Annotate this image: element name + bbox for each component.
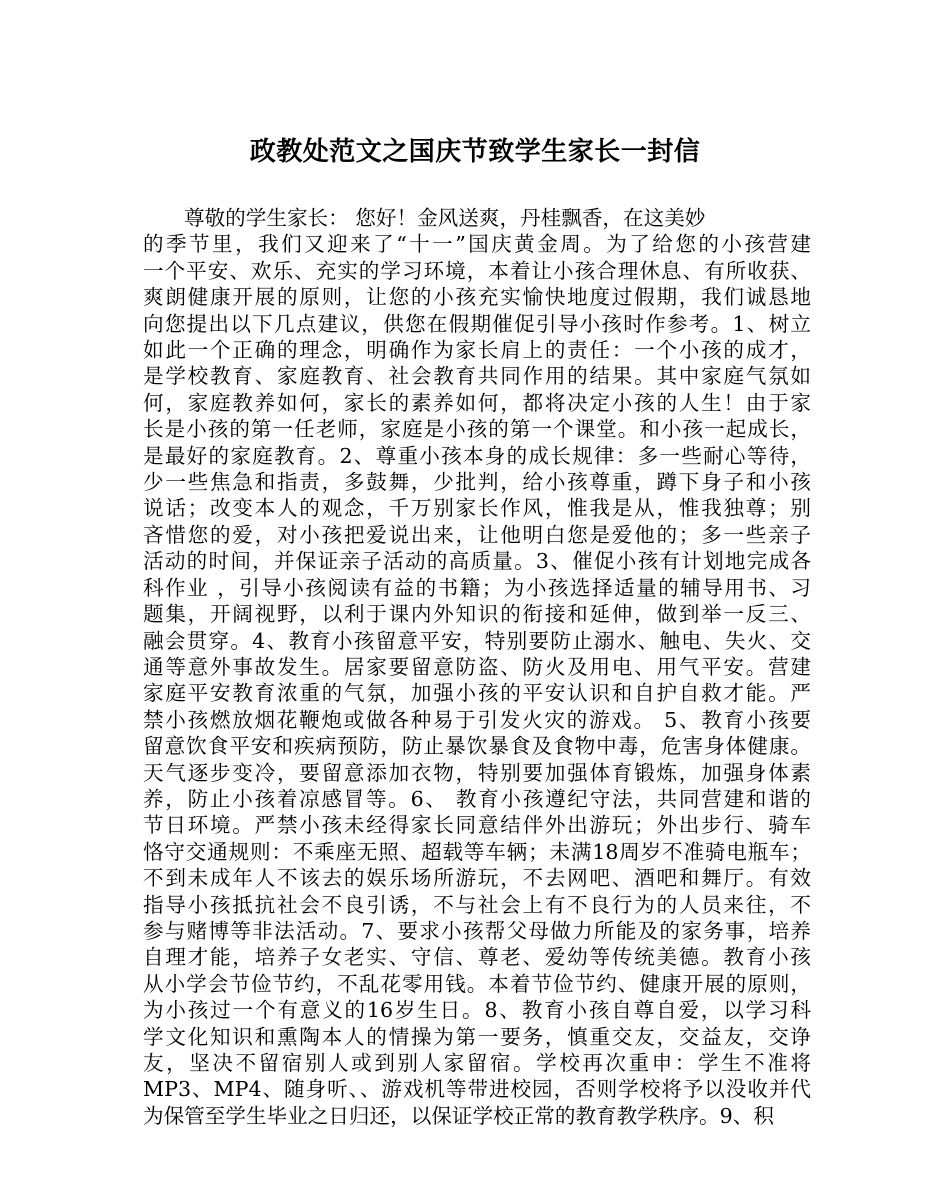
body-line: 恪守交通规则：不乘座无照、超载等车辆；未满18周岁不准骑电瓶车； [143, 839, 811, 864]
body-line: 不到未成年人不该去的娱乐场所游玩，不去网吧、酒吧和舞厅。有效 [143, 866, 811, 891]
body-line: 一个平安、欢乐、充实的学习环境，本着让小孩合理休息、有所收获、 [143, 258, 811, 283]
body-line: 为保管至学生毕业之日归还，以保证学校正常的教育教学秩序。9、积 [143, 1103, 774, 1128]
body-line: 学文化知识和熏陶本人的情操为第一要务，慎重交友，交益友，交诤 [143, 1024, 811, 1049]
body-line: 为小孩过一个有意义的16岁生日。8、教育小孩自尊自爱，以学习科 [143, 998, 811, 1023]
body-line: 自理才能，培养子女老实、守信、尊老、爱幼等传统美德。教育小孩 [143, 945, 811, 970]
body-line: 活动的时间，并保证亲子活动的高质量。3、催促小孩有计划地完成各 [143, 549, 811, 574]
body-line: 节日环境。严禁小孩未经得家长同意结伴外出游玩；外出步行、骑车 [143, 813, 811, 838]
body-line: 参与赌博等非法活动。7、要求小孩帮父母做力所能及的家务事，培养 [143, 918, 811, 943]
body-line: 说话；改变本人的观念，千万别家长作风，惟我是从，惟我独尊；别 [143, 496, 811, 521]
body-line: 吝惜您的爱，对小孩把爱说出来，让他明白您是爱他的；多一些亲子 [143, 522, 811, 547]
body-line: 禁小孩燃放烟花鞭炮或做各种易于引发火灾的游戏。 5、教育小孩要 [143, 707, 811, 732]
body-line: MP3、MP4、随身听、、游戏机等带进校园，否则学校将予以没收并代 [143, 1077, 811, 1102]
body-line: 融会贯穿。4、教育小孩留意平安，特别要防止溺水、触电、失火、交 [143, 628, 811, 653]
body-line: 通等意外事故发生。居家要留意防盗、防火及用电、用气平安。营建 [143, 654, 811, 679]
body-line: 如此一个正确的理念，明确作为家长肩上的责任：一个小孩的成才， [143, 338, 811, 363]
body-line: 养，防止小孩着凉感冒等。6、 教育小孩遵纪守法，共同营建和谐的 [143, 786, 811, 811]
body-line: 是最好的家庭教育。2、尊重小孩本身的成长规律：多一些耐心等待， [143, 443, 811, 468]
document-title: 政教处范文之国庆节致学生家长一封信 [249, 137, 701, 167]
body-line: 尊敬的学生家长： 您好！金风送爽，丹桂飘香，在这美妙 [184, 206, 706, 230]
body-line: 天气逐步变冷，要留意添加衣物，特别要加强体育锻炼，加强身体素 [143, 760, 811, 785]
body-line: 题集，开阔视野，以利于课内外知识的衔接和延伸，做到举一反三、 [143, 602, 811, 627]
body-line: 长是小孩的第一任老师，家庭是小孩的第一个课堂。和小孩一起成长， [143, 417, 811, 442]
body-line: 的季节里，我们又迎来了“十一”国庆黄金周。为了给您的小孩营建 [143, 232, 811, 257]
body-line: 是学校教育、家庭教育、社会教育共同作用的结果。其中家庭气氛如 [143, 364, 811, 389]
body-line: 何，家庭教养如何，家长的素养如何，都将决定小孩的人生！由于家 [143, 390, 811, 415]
body-line: 指导小孩抵抗社会不良引诱，不与社会上有不良行为的人员来往，不 [143, 892, 811, 917]
body-line: 少一些焦急和指责，多鼓舞，少批判，给小孩尊重，蹲下身子和小孩 [143, 470, 811, 495]
body-line: 向您提出以下几点建议，供您在假期催促引导小孩时作参考。1、树立 [143, 311, 811, 336]
body-line: 友，坚决不留宿别人或到别人家留宿。学校再次重申：学生不准将 [143, 1051, 811, 1075]
body-line: 科作业 ，引导小孩阅读有益的书籍；为小孩选择适量的辅导用书、习 [143, 575, 811, 600]
body-line: 从小学会节俭节约，不乱花零用钱。本着节俭节约、健康开展的原则， [143, 971, 811, 996]
body-line: 留意饮食平安和疾病预防，防止暴饮暴食及食物中毒，危害身体健康。 [143, 734, 811, 759]
body-line: 家庭平安教育浓重的气氛，加强小孩的平安认识和自护自救才能。严 [143, 681, 811, 706]
letter-body [143, 205, 811, 1129]
body-line: 爽朗健康开展的原则，让您的小孩充实愉快地度过假期，我们诚恳地 [143, 285, 811, 310]
